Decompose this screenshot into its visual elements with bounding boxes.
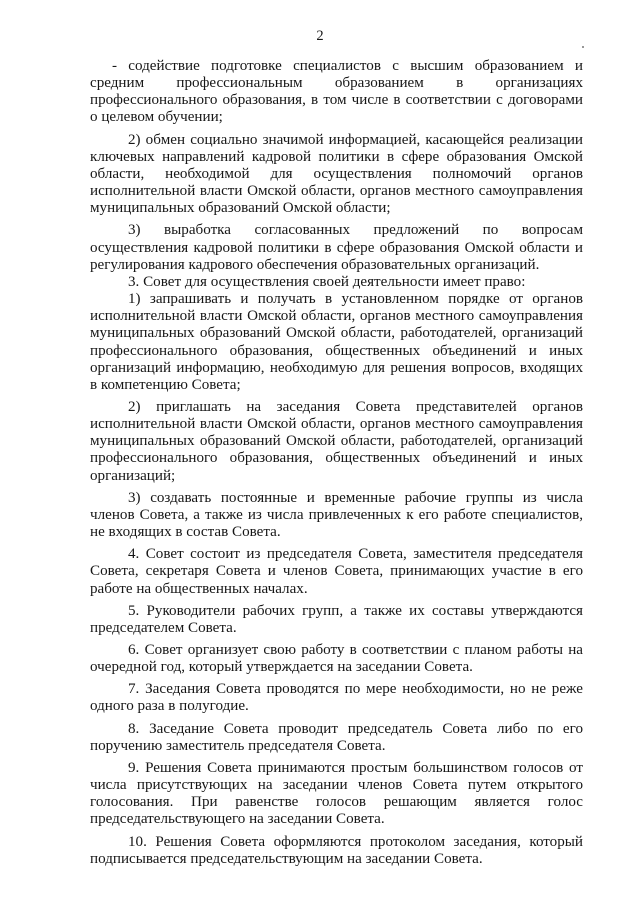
page-number: 2 (316, 28, 324, 44)
paragraph-decisions: 9. Решения Совета принимаются простым большинством голосов от числа присутствующих на заседании членов Совета путем открытого голосования. При равенстве голосов решающим является голос председательствующего на заседании Совета. (90, 759, 583, 828)
paragraph-working-groups: 3) создавать постоянные и временные рабочие группы из числа членов Совета, а также из числа привлеченных к его работе специалистов, не входящих в состав Совета. (90, 489, 583, 541)
paragraph-composition: 4. Совет состоит из председателя Совета, заместителя председателя Совета, секретаря Совета и членов Совета, принимающих участие в его работе на общественных началах. (90, 546, 583, 597)
paragraph-work-plan: 6. Совет организует свою работу в соответствии с планом работы на очередной год, который утверждается на заседании Совета. (90, 642, 583, 676)
scan-speck (582, 46, 584, 48)
paragraph-group-leaders: 5. Руководители рабочих групп, а также их составы утверждаются председателем Совета. (90, 602, 583, 636)
paragraph-chair: 8. Заседание Совета проводит председатель Совета либо по его поручению заместитель председателя Совета. (90, 720, 583, 754)
paragraph-proposals: 3) выработка согласованных предложений по вопросам осуществления кадровой политики в сфере образования Омской области и регулирования кадрового обеспечения образовательных организаций. (90, 222, 583, 273)
paragraph-council-rights: 3. Совет для осуществления своей деятельности имеет право: (128, 273, 526, 290)
paragraph-protocol: 10. Решения Совета оформляются протоколом заседания, который подписывается председательствующим на заседании Совета. (90, 833, 583, 867)
document-body (90, 58, 583, 868)
paragraph-request-info: 1) запрашивать и получать в установленном порядке от органов исполнительной власти Омской области, органов местного самоуправления муниципальных образований Омской области, работодателей, организаций профессионального образования, общественных объединений и иных организаций информацию, необходимую для решения вопросов, входящих в компетенцию Совета; (90, 291, 583, 393)
paragraph-meetings: 7. Заседания Совета проводятся по мере необходимости, но не реже одного раза в полугодие. (90, 681, 583, 715)
paragraph-invite: 2) приглашать на заседания Совета представителей органов исполнительной власти Омской области, органов местного самоуправления муниципальных образований Омской области, работодателей, организаций профессионального образования, общественных объединений и иных организаций; (90, 398, 583, 484)
paragraph-training: - содействие подготовке специалистов с высшим образованием и средним профессиональным образованием в организациях профессионального образования, в том числе в соответствии с договорами о целевом обучении; (90, 58, 583, 126)
paragraph-info-exchange: 2) обмен социально значимой информацией, касающейся реализации ключевых направлений кадровой политики в сфере образования Омской области, необходимой для осуществления полномочий органов исполнительной власти Омской области, органов местного самоуправления муниципальных образований Омской области; (90, 131, 583, 217)
